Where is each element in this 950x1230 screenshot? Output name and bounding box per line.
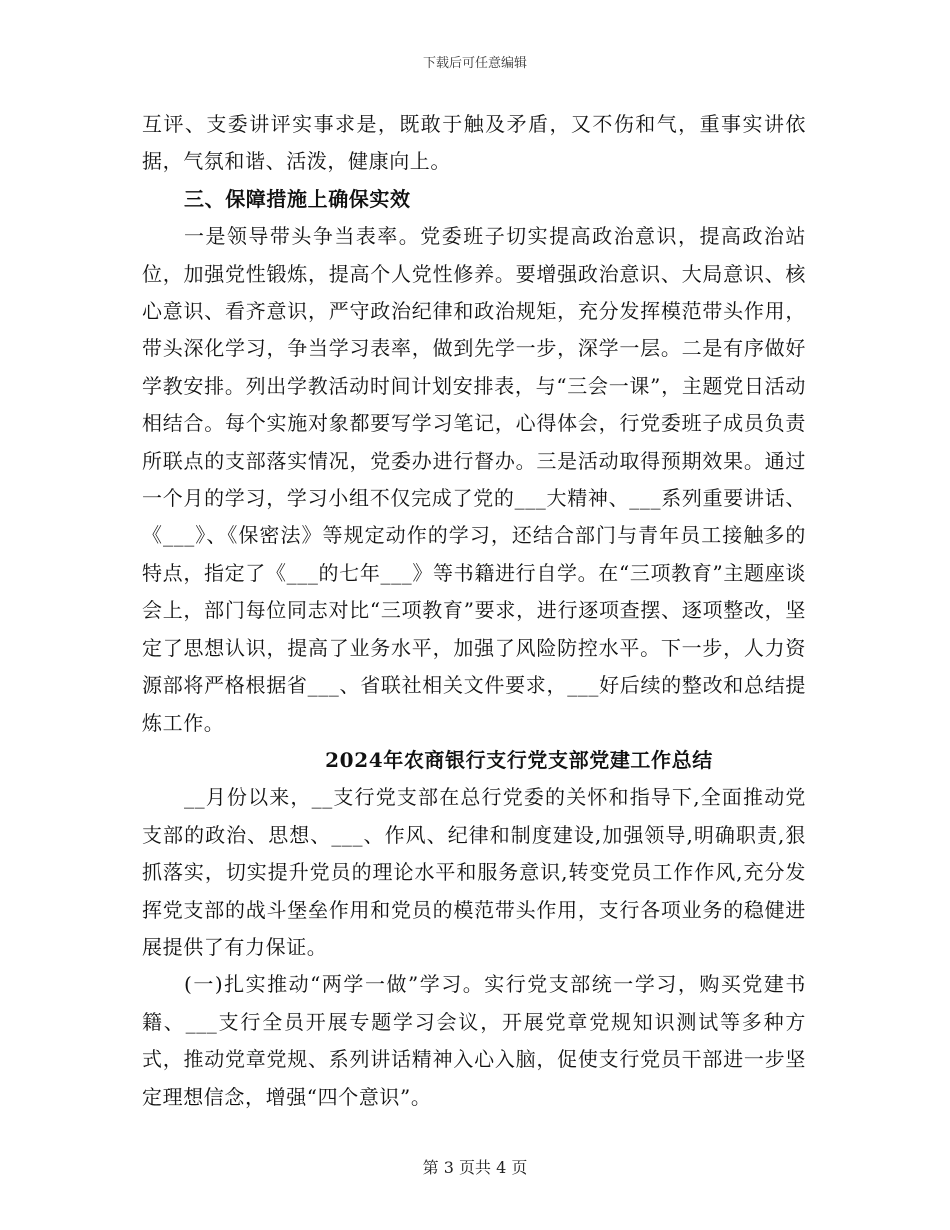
document-body: [142, 106, 806, 1116]
paragraph-study: (一)扎实推动“两学一做”学习。实行党支部统一学习，购买党建书籍、___支行全员开展专题学习会议，开展党章党规知识测试等多种方式，推动党章党规、系列讲话精神入心入脑，促使支行党员干部进一步坚定理想信念，增强“四个意识”。: [142, 972, 806, 1109]
paragraph-continuation: 互评、支委讲评实事求是，既敢于触及矛盾，又不伤和气，重事实讲依据，气氛和谐、活泼，健康向上。: [142, 112, 806, 174]
page-header: 下载后可任意编辑: [422, 56, 527, 71]
paragraph-intro: __月份以来，__支行党支部在总行党委的关怀和指导下,全面推动党支部的政治、思想、___、作风、纪律和制度建设,加强领导,明确职责,狠抓落实，切实提升党员的理论水平和服务意识,转变党员工作作风,充分发挥党支部的战斗堡垒作用和党员的模范带头作用，支行各项业务的稳健进展提供了有力保证。: [142, 785, 806, 959]
document-title: 2024年农商银行支行党支部党建工作总结: [325, 747, 713, 772]
section-heading: 三、保障措施上确保实效: [184, 186, 411, 211]
page-number: 第 3 页共 4 页: [422, 1158, 528, 1177]
paragraph-measures: 一是领导带头争当表率。党委班子切实提高政治意识，提高政治站位，加强党性锻炼，提高个人党性修养。要增强政治意识、大局意识、核心意识、看齐意识，严守政治纪律和政治规矩，充分发挥模范带头作用，带头深化学习，争当学习表率，做到先学一步，深学一层。二是有序做好学教安排。列出学教活动时间计划安排表，与“三会一课”，主题党日活动相结合。每个实施对象都要写学习笔记，心得体会，行党委班子成员负责所联点的支部落实情况，党委办进行督办。三是活动取得预期效果。通过一个月的学习，学习小组不仅完成了党的___大精神、___系列重要讲话、《___》、《保密法》等规定动作的学习，还结合部门与青年员工接触多的特点，指定了《___的七年___》等书籍进行自学。在“三项教育”主题座谈会上，部门每位同志对比“三项教育”要求，进行逐项查摆、逐项整改，坚定了思想认识，提高了业务水平，加强了风险防控水平。下一步，人力资源部将严格根据省___、省联社相关文件要求，___好后续的整改和总结提炼工作。: [142, 224, 806, 735]
